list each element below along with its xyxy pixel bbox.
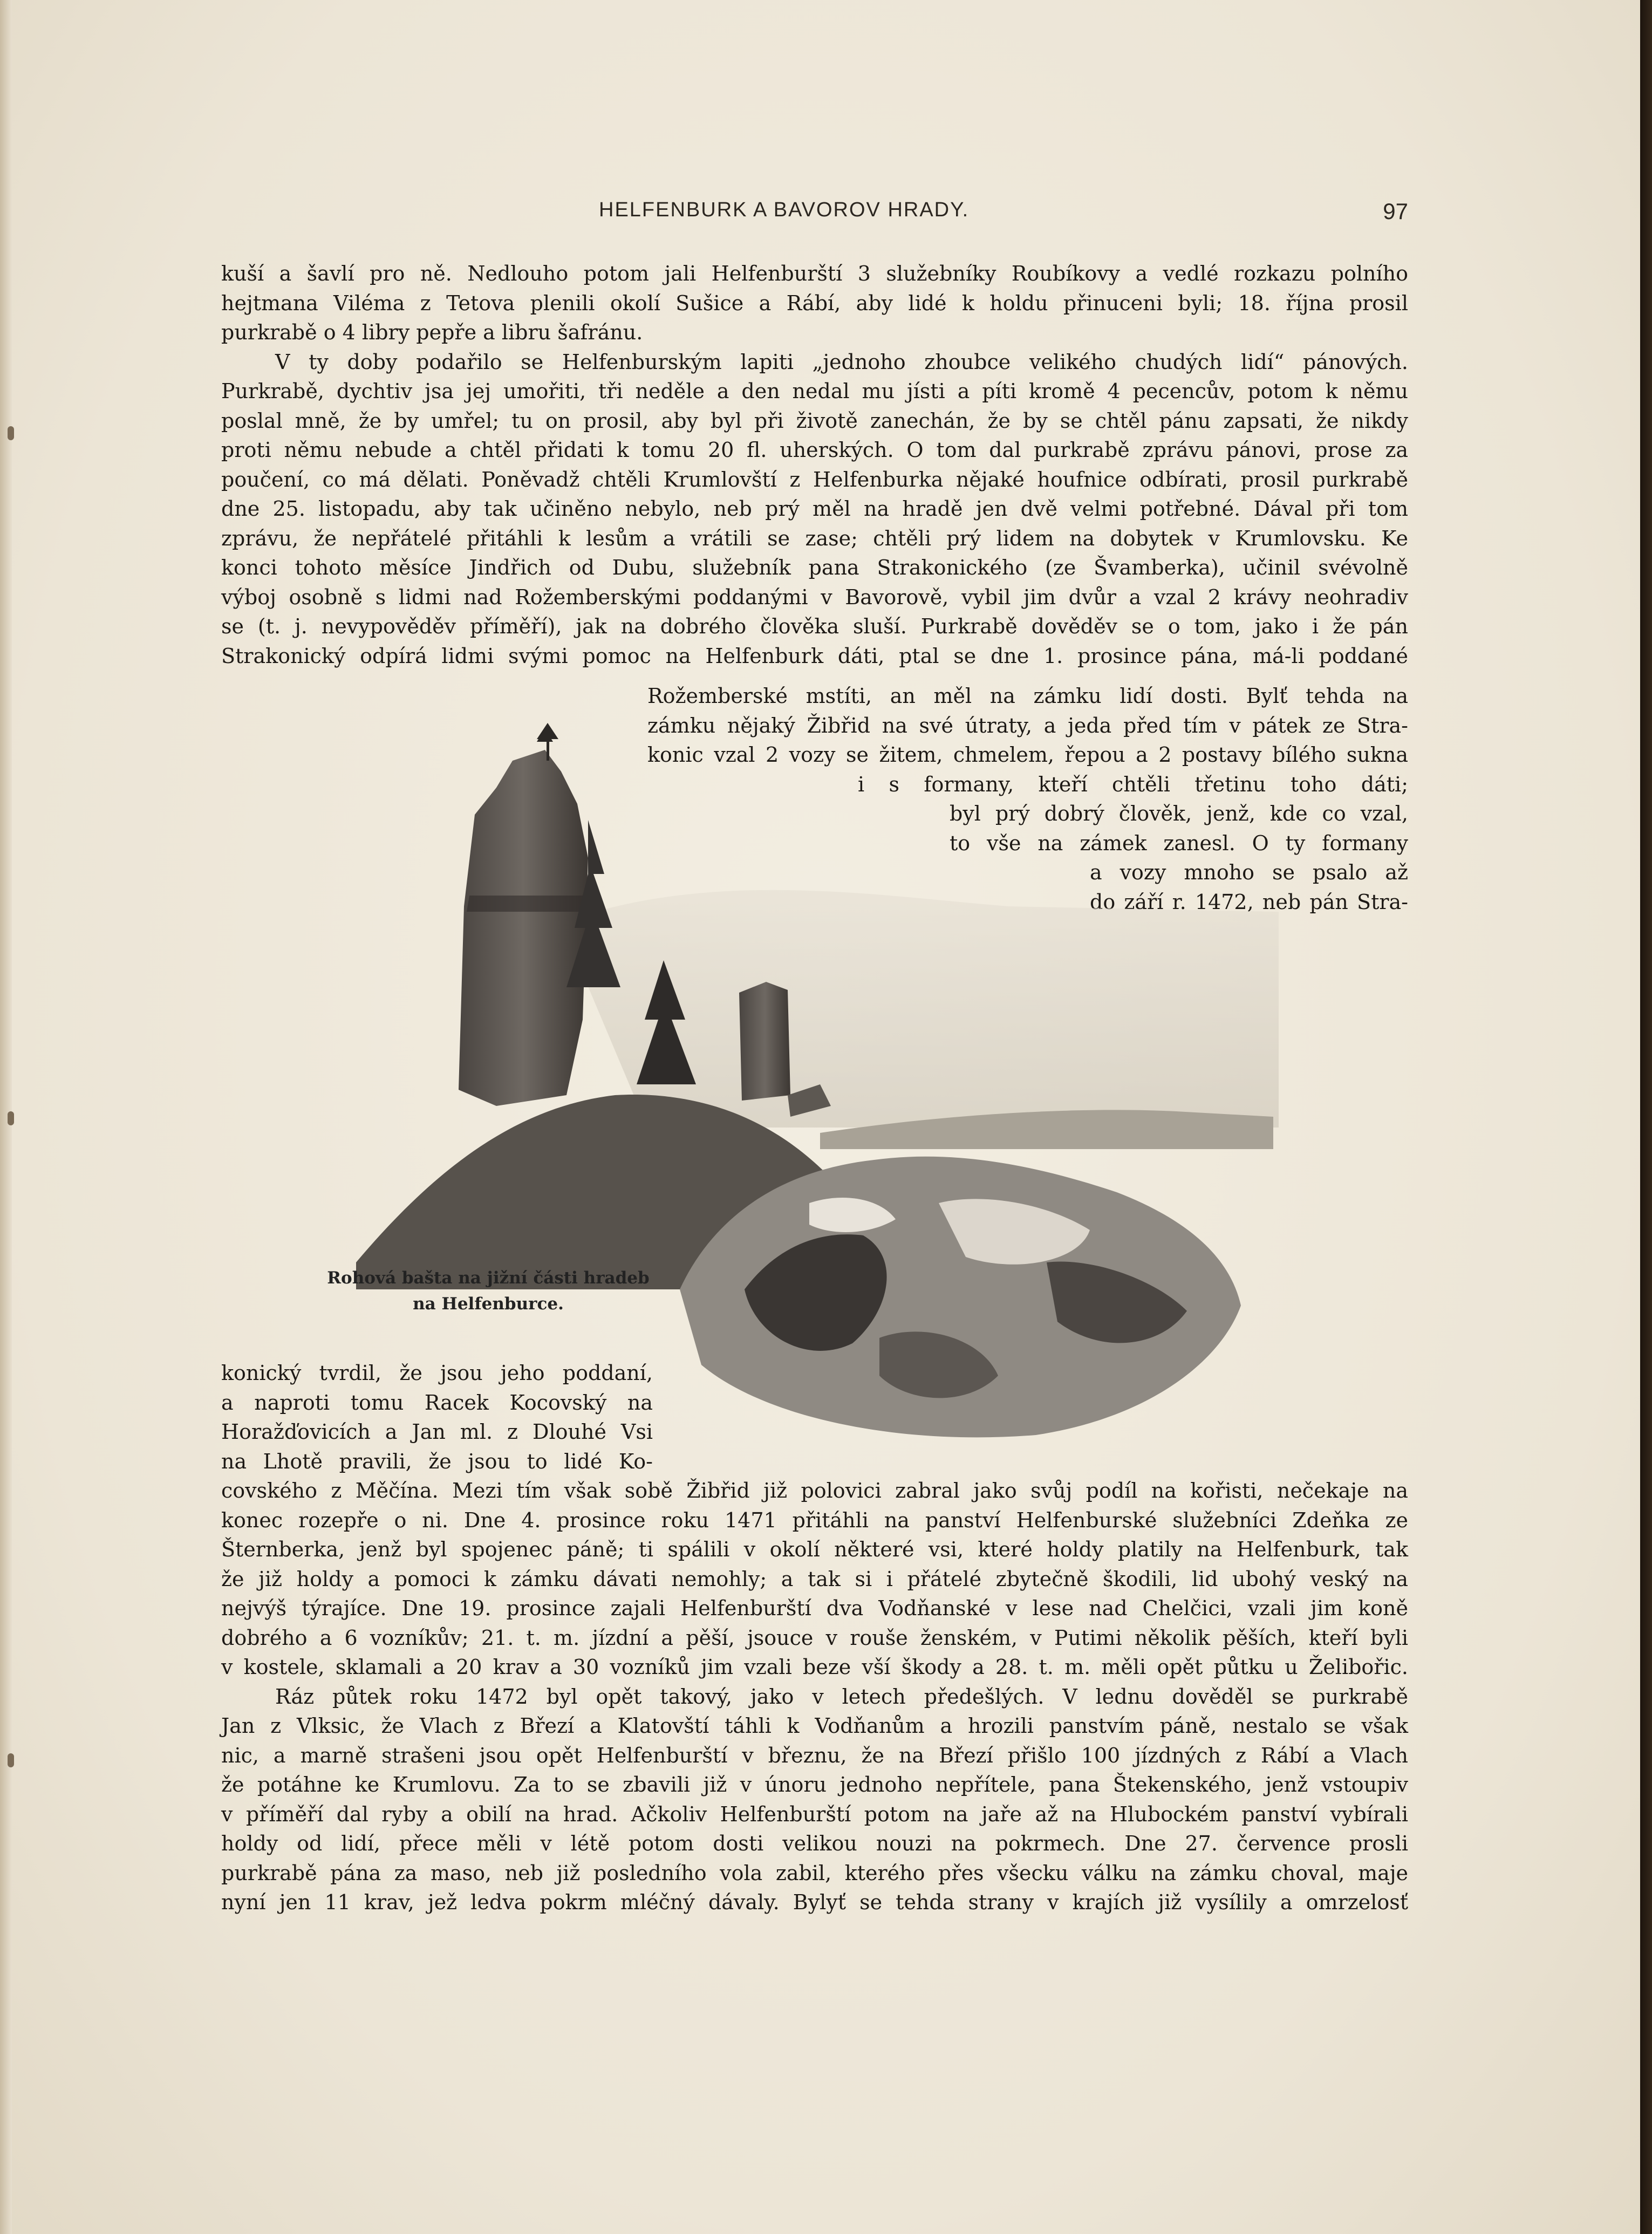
text-line: Rožemberské mstíti, an měl na zámku lidí dosti. Bylť tehda na <box>647 684 1408 708</box>
text-line: v příměří dal ryby a obilí na hrad. Ačkoliv Helfenburští potom na jaře až na Hlubockém panství vybírali <box>221 1802 1408 1826</box>
caption-line: na Helfenburce. <box>413 1294 564 1314</box>
text-line: konci tohoto měsíce Jindřich od Dubu, služebník pana Strakonického (ze Švamberka), učinil svévolně <box>221 556 1408 579</box>
text-line: a vozy mnoho se psalo až <box>1090 860 1408 884</box>
text-line: holdy od lidí, přece měli v létě potom dosti velikou nouzi na pokrmech. Dne 27. července prosli <box>221 1832 1408 1855</box>
text-line: purkrabě o 4 libry pepře a libru šafránu. <box>221 320 643 344</box>
text-line: na Lhotě pravili, že jsou to lidé Ko- <box>221 1450 653 1473</box>
text-line: konický tvrdil, že jsou jeho poddaní, <box>221 1361 653 1385</box>
text-line: zámku nějaký Žibřid na své útraty, a jeda před tím v pátek ze Stra- <box>647 714 1408 737</box>
text-line: Šternberka, jenž byl spojenec páně; ti spálili v okolí některé vsi, které holdy platily na Helfenburk, tak <box>221 1538 1408 1561</box>
text-block-top <box>221 259 1408 671</box>
text-line: kuší a šavlí pro ně. Nedlouho potom jali Helfenburští 3 služebníky Roubíkovy a vedlé rozkazu polního <box>221 262 1408 285</box>
text-line: se (t. j. nevypověděv příměří), jak na dobrého člověka sluší. Purkrabě dověděv se o tom, jako i že pán <box>221 614 1408 638</box>
text-line: hejtmana Viléma z Tetova plenili okolí Sušice a Rábí, aby lidé k holdu přinuceni byli; 18. října prosil <box>221 291 1408 315</box>
running-head: HELFENBURK A BAVOROV HRADY. <box>599 199 970 221</box>
binding-hole <box>8 1111 14 1125</box>
text-line: covského z Měčína. Mezi tím však sobě Žibřid již polovici zabral jako svůj podíl na kořisti, nečekaje na <box>221 1479 1408 1502</box>
text-line: Horažďovicích a Jan ml. z Dlouhé Vsi <box>221 1420 653 1444</box>
castle-ruin-illustration <box>335 718 1279 1451</box>
figure-caption <box>313 1265 664 1317</box>
text-line: poučení, co má dělati. Poněvadž chtěli Krumlovští z Helfenburka nějaké houfnice odbírati, prosil purkrabě <box>221 467 1408 491</box>
round-tower <box>739 982 790 1101</box>
binding-hole <box>8 426 14 440</box>
bastion-tower <box>459 750 588 1106</box>
text-line: byl prý dobrý člověk, jenž, kde co vzal, <box>950 802 1408 825</box>
text-line: konec rozepře o ni. Dne 4. prosince roku 1471 přitáhli na panství Helfenburské služebníci Zdeňka ze <box>221 1508 1408 1532</box>
text-line: nic, a marně strašeni jsou opět Helfenburští v březnu, že na Březí přišlo 100 jízdných z Rábí a Vlach <box>221 1743 1408 1767</box>
text-line: Strakonický odpírá lidmi svými pomoc na Helfenburk dáti, ptal se dne 1. prosince pána, má-li poddané <box>221 644 1408 668</box>
page-header <box>221 199 1408 231</box>
text-line: nyní jen 11 krav, jež ledva pokrm mléčný dávaly. Bylyť se tehda strany v krajích již vysílily a omrzelosť <box>221 1890 1408 1914</box>
tree-on-tower <box>537 723 558 742</box>
text-line: Purkrabě, dychtiv jsa jej umořiti, tři neděle a den nedal mu jísti a píti kromě 4 pecencův, potom k němu <box>221 379 1408 403</box>
text-line: Jan z Vlksic, že Vlach z Březí a Klatovští táhli k Vodňanům a hrozili panstvím páně, nestalo se však <box>221 1714 1408 1738</box>
page-number: 97 <box>1383 199 1408 224</box>
page-edge-shadow <box>1640 0 1652 2234</box>
text-line: že potáhne ke Krumlovu. Za to se zbavili již v únoru jednoho nepřítele, pana Štekenského, jenž vstoupiv <box>221 1773 1408 1796</box>
text-block-bottom <box>221 1476 1408 1917</box>
text-line: v kostele, sklamali a 20 krav a 30 vozníků jim vzali beze vší škody a 28. t. m. měli opět půtku u Želibořic. <box>221 1655 1408 1679</box>
text-line: poslal mně, že by umřel; tu on prosil, aby byl při životě zanechán, že by se chtěl pánu zapsati, že nikdy <box>221 408 1408 433</box>
text-line: a naproti tomu Racek Kocovský na <box>221 1391 653 1415</box>
binding-hole <box>8 1753 14 1767</box>
text-line: nejvýš týrajíce. Dne 19. prosince zajali Helfenburští dva Vodňanské v lese nad Chelčici, vzali jim koně <box>221 1596 1408 1620</box>
caption-line: Rohová bašta na jižní části hradeb <box>327 1268 650 1288</box>
text-line: purkrabě pána za maso, neb již posledního vola zabil, kterého přes všecku válku na zámku choval, maje <box>221 1861 1408 1885</box>
text-line: zprávu, že nepřátelé přitáhli k lesům a vrátili se zase; chtěli prý lidem na dobytek v Krumlovsku. Ke <box>221 526 1408 550</box>
tower-ledge <box>467 896 588 912</box>
text-line: Ráz půtek roku 1472 byl opět takový, jako v letech předešlých. V lednu dověděl se purkrabě <box>275 1684 1408 1709</box>
text-line: dobrého a 6 vozníkův; 21. t. m. jízdní a pěší, jsouce v rouše ženském, v Putimi několik pěších, kteří byli <box>221 1625 1408 1650</box>
text-line: i s formany, kteří chtěli třetinu toho dáti; <box>858 773 1408 796</box>
text-line: že již holdy a pomoci k zámku dávati nemohly; a tak si i přátelé zbytečně škodili, lid ubohý veský na <box>221 1567 1408 1591</box>
tree-trunk <box>547 739 549 761</box>
text-line: výboj osobně s lidmi nad Rožemberskými poddanými v Bavorově, vybil jim dvůr a vzal 2 krávy neohradiv <box>221 585 1408 609</box>
text-line: proti němu nebude a chtěl přidati k tomu 20 fl. uherských. O tom dal purkrabě zprávu pánovi, prose za <box>221 438 1408 462</box>
text-line: konic vzal 2 vozy se žitem, chmelem, řepou a 2 postavy bílého sukna <box>647 743 1408 767</box>
text-line: V ty doby podařilo se Helfenburským lapiti „jednoho zhoubce velikého chudých lidí“ pánových. <box>275 350 1408 374</box>
text-line: dne 25. listopadu, aby tak učiněno nebylo, neb prý měl na hradě jen dvě velmi potřebné. Dával při tom <box>221 497 1408 521</box>
text-line: to vše na zámek zanesl. O ty formany <box>950 831 1408 855</box>
text-line: do září r. 1472, neb pán Stra- <box>1090 890 1408 914</box>
